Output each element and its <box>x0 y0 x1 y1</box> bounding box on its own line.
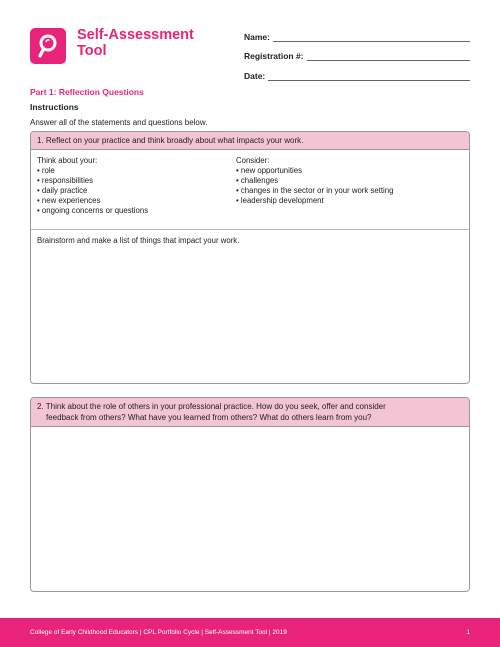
footer <box>0 618 500 647</box>
list-item: • ongoing concerns or questions <box>37 206 149 215</box>
date-input-line[interactable] <box>268 72 470 81</box>
question-1-prompts <box>31 152 469 230</box>
list-item: • responsibilities <box>37 176 94 185</box>
name-input-line[interactable] <box>273 33 470 42</box>
question-1-header: 1. Reflect on your practice and think broadly about what impacts your work. <box>31 132 469 150</box>
brainstorm-prompt: Brainstorm and make a list of things that impact your work. <box>37 236 240 245</box>
list-item: • daily practice <box>37 186 88 195</box>
name-field[interactable] <box>244 28 470 42</box>
consider-column <box>236 156 393 206</box>
brand-logo <box>30 28 66 64</box>
brand-title: Self-Assessment Tool <box>77 27 194 59</box>
list-item: • new opportunities <box>236 166 303 175</box>
registration-field[interactable] <box>244 47 470 61</box>
list-item: • changes in the sector or in your work setting <box>236 186 394 195</box>
registration-input-line[interactable] <box>307 52 470 61</box>
think-about-heading: Think about your: <box>37 156 98 165</box>
question-2-line-2: feedback from others? What have you learned from others? What do others learn from you? <box>46 413 372 422</box>
list-item: • leadership development <box>236 196 324 205</box>
list-item: • new experiences <box>37 196 101 205</box>
footer-text: College of Early Childhood Educators | CPL Portfolio Cycle | Self-Assessment Tool | 2019 <box>30 629 287 636</box>
page-number: 1 <box>466 629 470 636</box>
question-1-box <box>30 131 470 384</box>
question-2-header <box>31 398 469 427</box>
instructions-heading: Instructions <box>30 102 79 112</box>
instructions-text: Answer all of the statements and questions below. <box>30 118 208 127</box>
list-item: • role <box>37 166 55 175</box>
date-label: Date: <box>244 71 266 81</box>
date-field[interactable] <box>244 67 470 81</box>
question-2-line-1: 2. Think about the role of others in your professional practice. How do you seek, offer and consider <box>37 402 386 411</box>
consider-heading: Consider: <box>236 156 270 165</box>
registration-label: Registration #: <box>244 51 304 61</box>
list-item: • challenges <box>236 176 279 185</box>
part-title: Part 1: Reflection Questions <box>30 87 144 97</box>
question-2-box <box>30 397 470 592</box>
magnifier-icon <box>30 28 66 64</box>
name-label: Name: <box>244 32 270 42</box>
think-about-column <box>37 156 148 216</box>
